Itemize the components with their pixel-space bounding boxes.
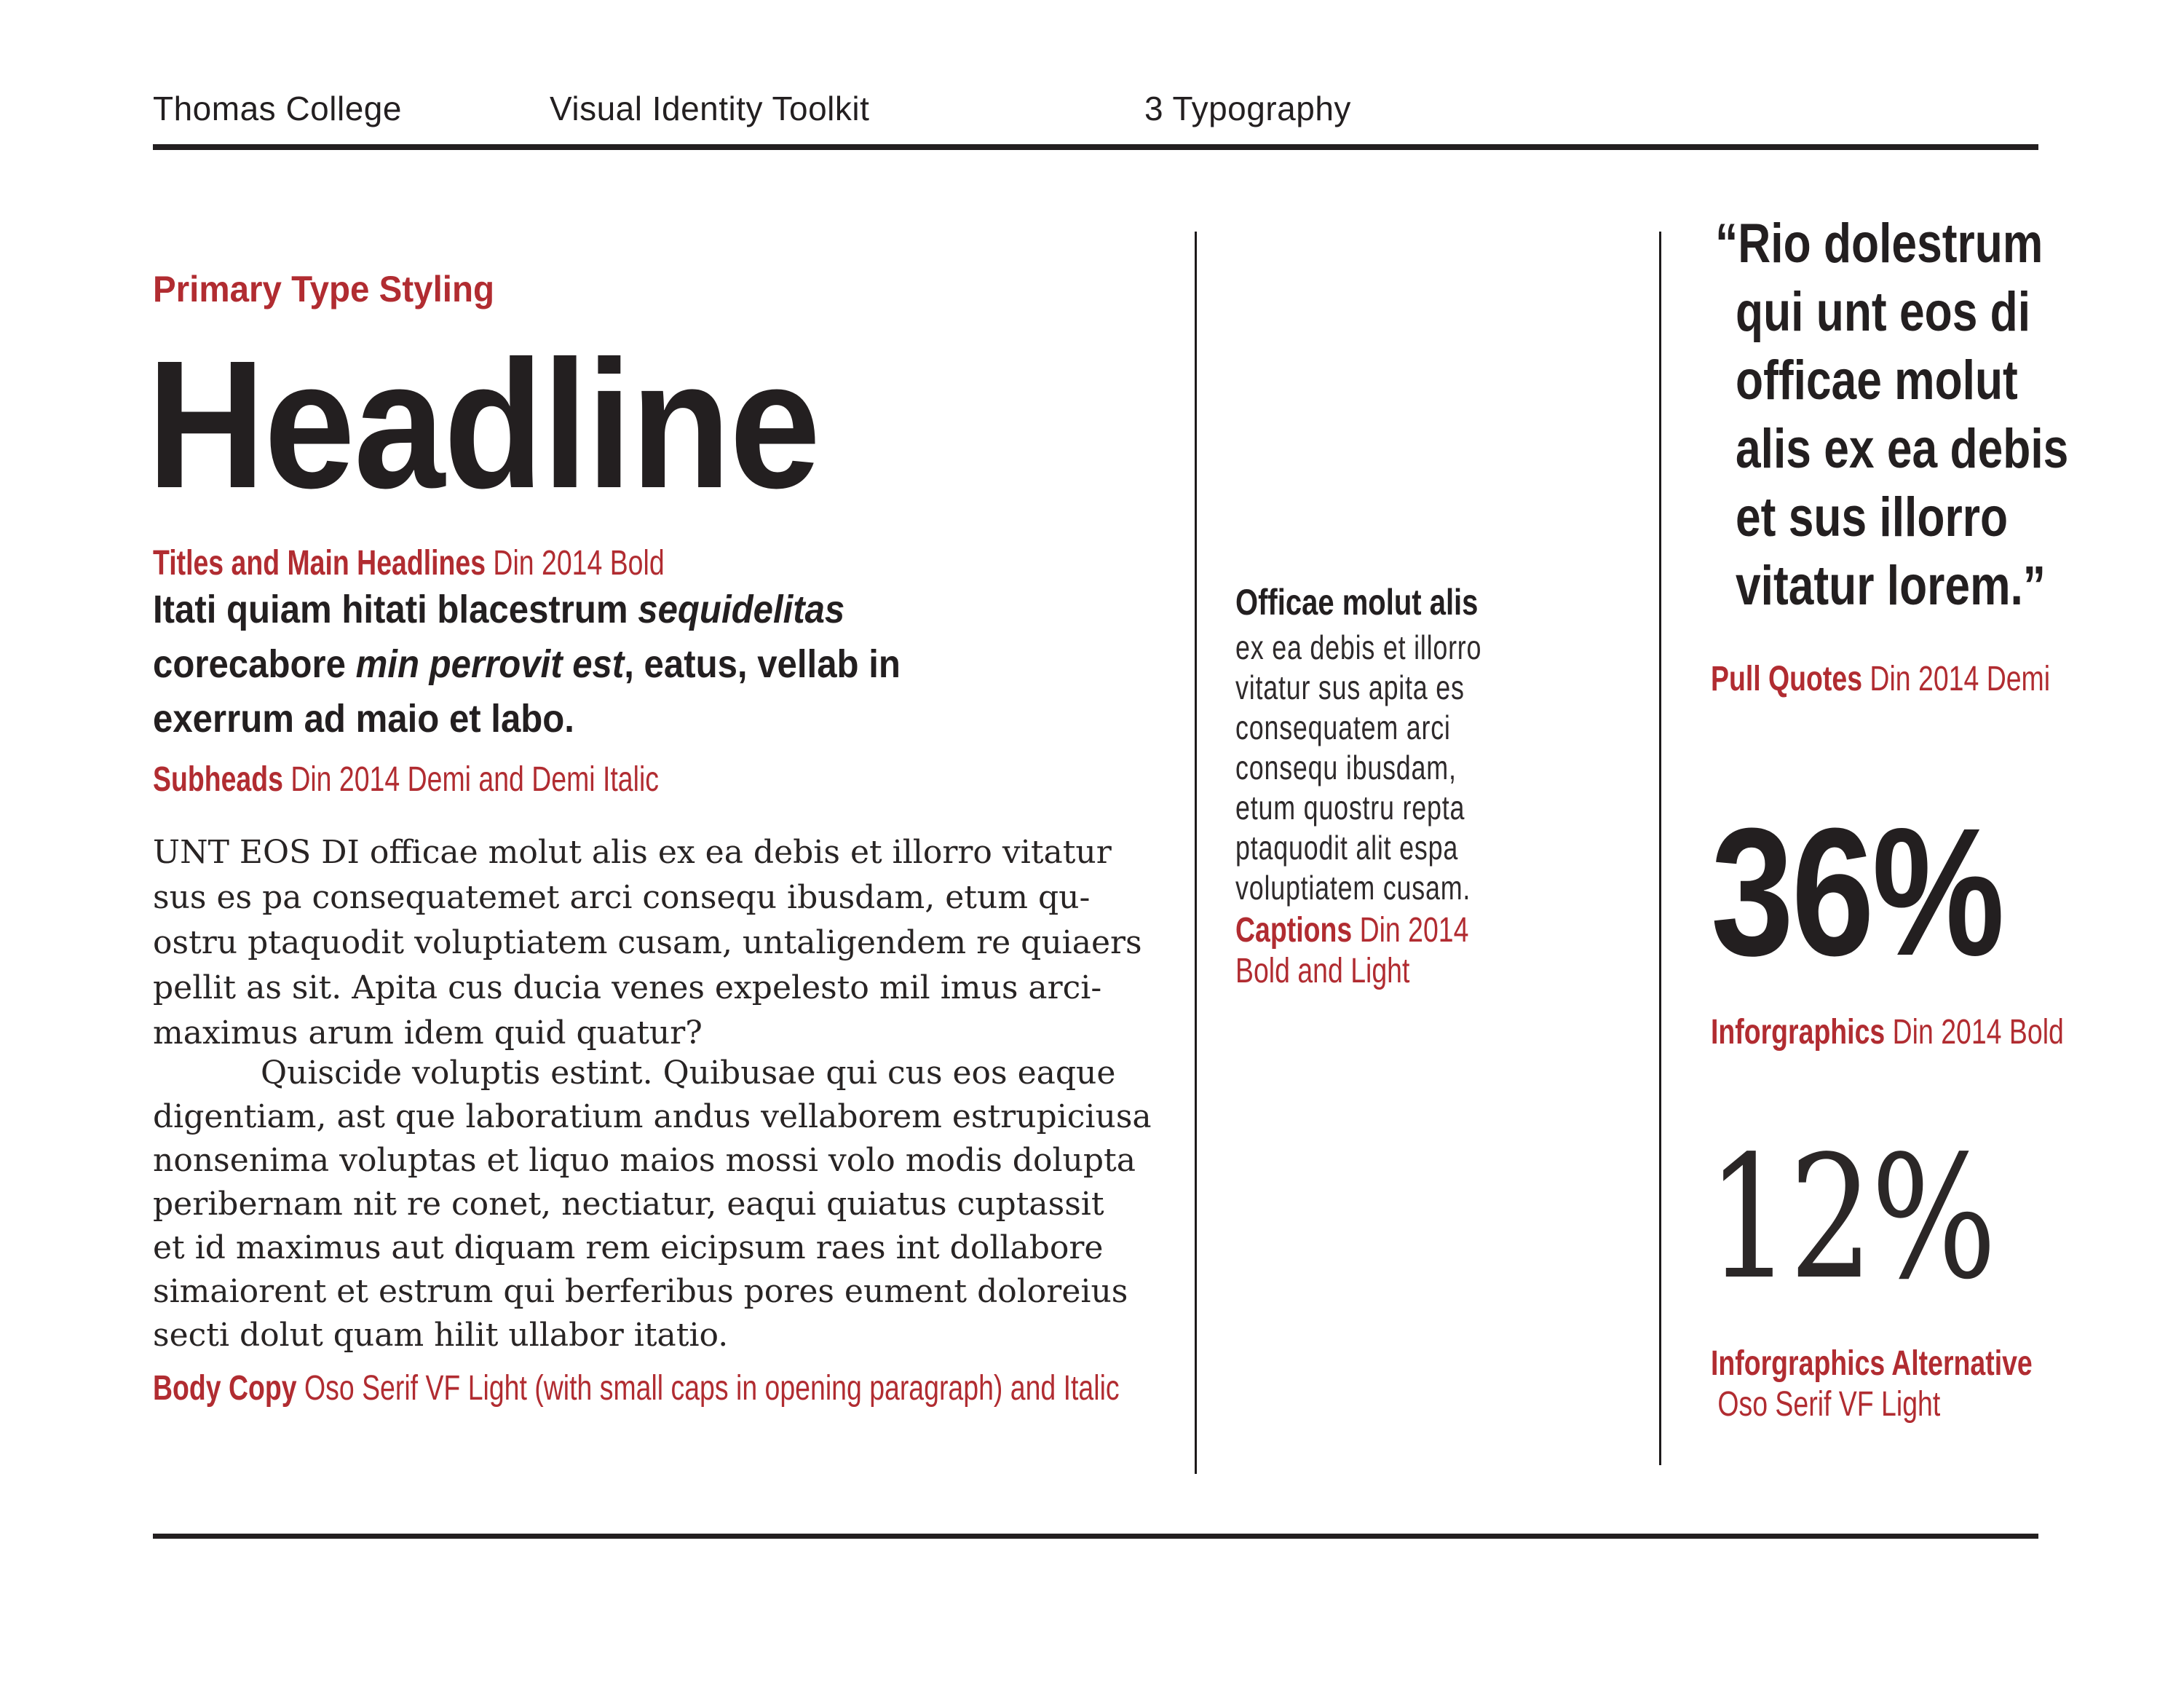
body-line: pellit as sit. Apita cus ducia venes expelesto mil imus arci- [153,969,1102,1006]
infographics-alt-label [1711,1344,2033,1425]
captions-label-font: Din 2014 [1352,911,1469,950]
infographics-label-font: Din 2014 Bold [1885,1013,2064,1052]
header-brand: Thomas College [153,90,402,127]
pull-quote-line: vitatur lorem.” [1736,555,2046,617]
subhead-sample [153,583,901,746]
caption-line: ex ea debis et illorro [1235,628,1482,666]
body-line: peribernam nit re conet, nectiatur, eaqui quiatus cuptassit [153,1186,1104,1223]
caption-line: consequ ibusdam, [1235,749,1457,786]
caption-sample-heading: Officae molut alis [1235,582,1479,623]
body-copy-paragraph-1 [153,830,1142,1056]
subhead-roman: exerrum ad maio et labo. [153,697,574,741]
caption-line: vitatur sus apita es [1235,669,1465,706]
section-label: Primary Type Styling [153,269,495,309]
pull-quotes-label-font: Din 2014 Demi [1862,660,2051,698]
subhead-line [153,637,901,692]
body-line: UNT EOS DI officae molut alis ex ea debis et illorro vitatur [153,834,1112,871]
column-divider-right [1659,232,1661,1465]
pull-quote-line: officae molut [1736,350,2018,411]
subhead-roman: corecabore [153,642,356,686]
body-copy-caption-font: Oso Serif VF Light (with small caps in opening paragraph) and Italic [296,1369,1120,1408]
infographics-alt-label-term [1711,1344,2033,1384]
subhead-caption-font: Din 2014 Demi and Demi Italic [282,760,659,799]
subhead-italic: sequidelitas [638,588,845,631]
captions-label [1235,910,1468,992]
subhead-italic: min perrovit est [355,642,625,686]
body-line: secti dolut quam hilit ullabor itatio. [153,1317,729,1354]
pull-quote-line: “Rio dolestrum [1715,213,2043,275]
pull-quote-line: qui unt eos di [1736,281,2031,343]
pull-quote-sample [1715,210,2069,620]
headline-sample: Headline [147,323,820,526]
infographics-label-term: Inforgraphics [1711,1013,1886,1052]
header-section: 3 Typography [1144,90,1351,127]
infographic-stat-primary: 36% [1711,790,2003,993]
captions-label-line: Bold and Light [1235,952,1410,990]
body-copy-caption [153,1368,1120,1410]
pull-quote-line: et sus illorro [1736,486,2009,548]
body-line: et id maximus aut diquam rem eicipsum raes int dollabore [153,1229,1104,1266]
caption-line: voluptiatem cusam. [1235,869,1471,907]
caption-line: ptaquodit alit espa [1235,829,1459,867]
infographic-stat-alternative: 12% [1707,1119,1995,1317]
column-divider-left [1195,232,1197,1474]
header-title: Visual Identity Toolkit [550,90,870,127]
pull-quotes-label [1711,659,2050,700]
body-line: Quiscide voluptis estint. Quibusae qui cus eos eaque [261,1054,1116,1092]
subhead-roman: Itati quiam hitati blacestrum [153,588,638,631]
pull-quotes-label-term: Pull Quotes [1711,660,1863,698]
headline-caption-term: Titles and Main Headlines [153,544,486,583]
subhead-caption [153,759,659,801]
headline-caption [153,543,665,585]
body-copy-paragraph-2 [153,1052,1152,1357]
infographics-alt-label-font: Oso Serif VF Light [1717,1385,1941,1424]
body-line: simaiorent et estrum qui berferibus pores eument doloreius [153,1273,1128,1310]
caption-sample-text [1235,628,1481,908]
footer-rule [153,1534,2038,1539]
infographics-label [1711,1012,2064,1053]
infographics-alt-label-bold: Inforgraphics Alternative [1711,1344,2033,1383]
subhead-line [153,692,901,746]
body-line: ostru ptaquodit voluptiatem cusam, untaligendem re quiaers [153,924,1142,961]
caption-line: etum quostru repta [1235,789,1465,827]
subhead-roman: , eatus, vellab in [624,642,901,686]
body-copy-caption-term: Body Copy [153,1369,297,1408]
body-line: sus es pa consequatemet arci consequ ibusdam, etum qu- [153,879,1091,916]
subhead-line [153,583,901,637]
headline-caption-font: Din 2014 Bold [486,544,665,583]
body-line: digentiam, ast que laboratium andus vellaborem estrupiciusa [153,1098,1152,1135]
subhead-caption-term: Subheads [153,760,283,799]
body-line: maximus arum idem quid quatur? [153,1014,703,1052]
pull-quote-line: alis ex ea debis [1736,418,2069,480]
body-line: nonsenima voluptas et liquo maios mossi volo modis dolupta [153,1142,1136,1179]
caption-line: consequatem arci [1235,709,1451,746]
header-rule [153,144,2038,150]
captions-label-term: Captions [1235,911,1353,950]
captions-label-line [1235,910,1468,951]
